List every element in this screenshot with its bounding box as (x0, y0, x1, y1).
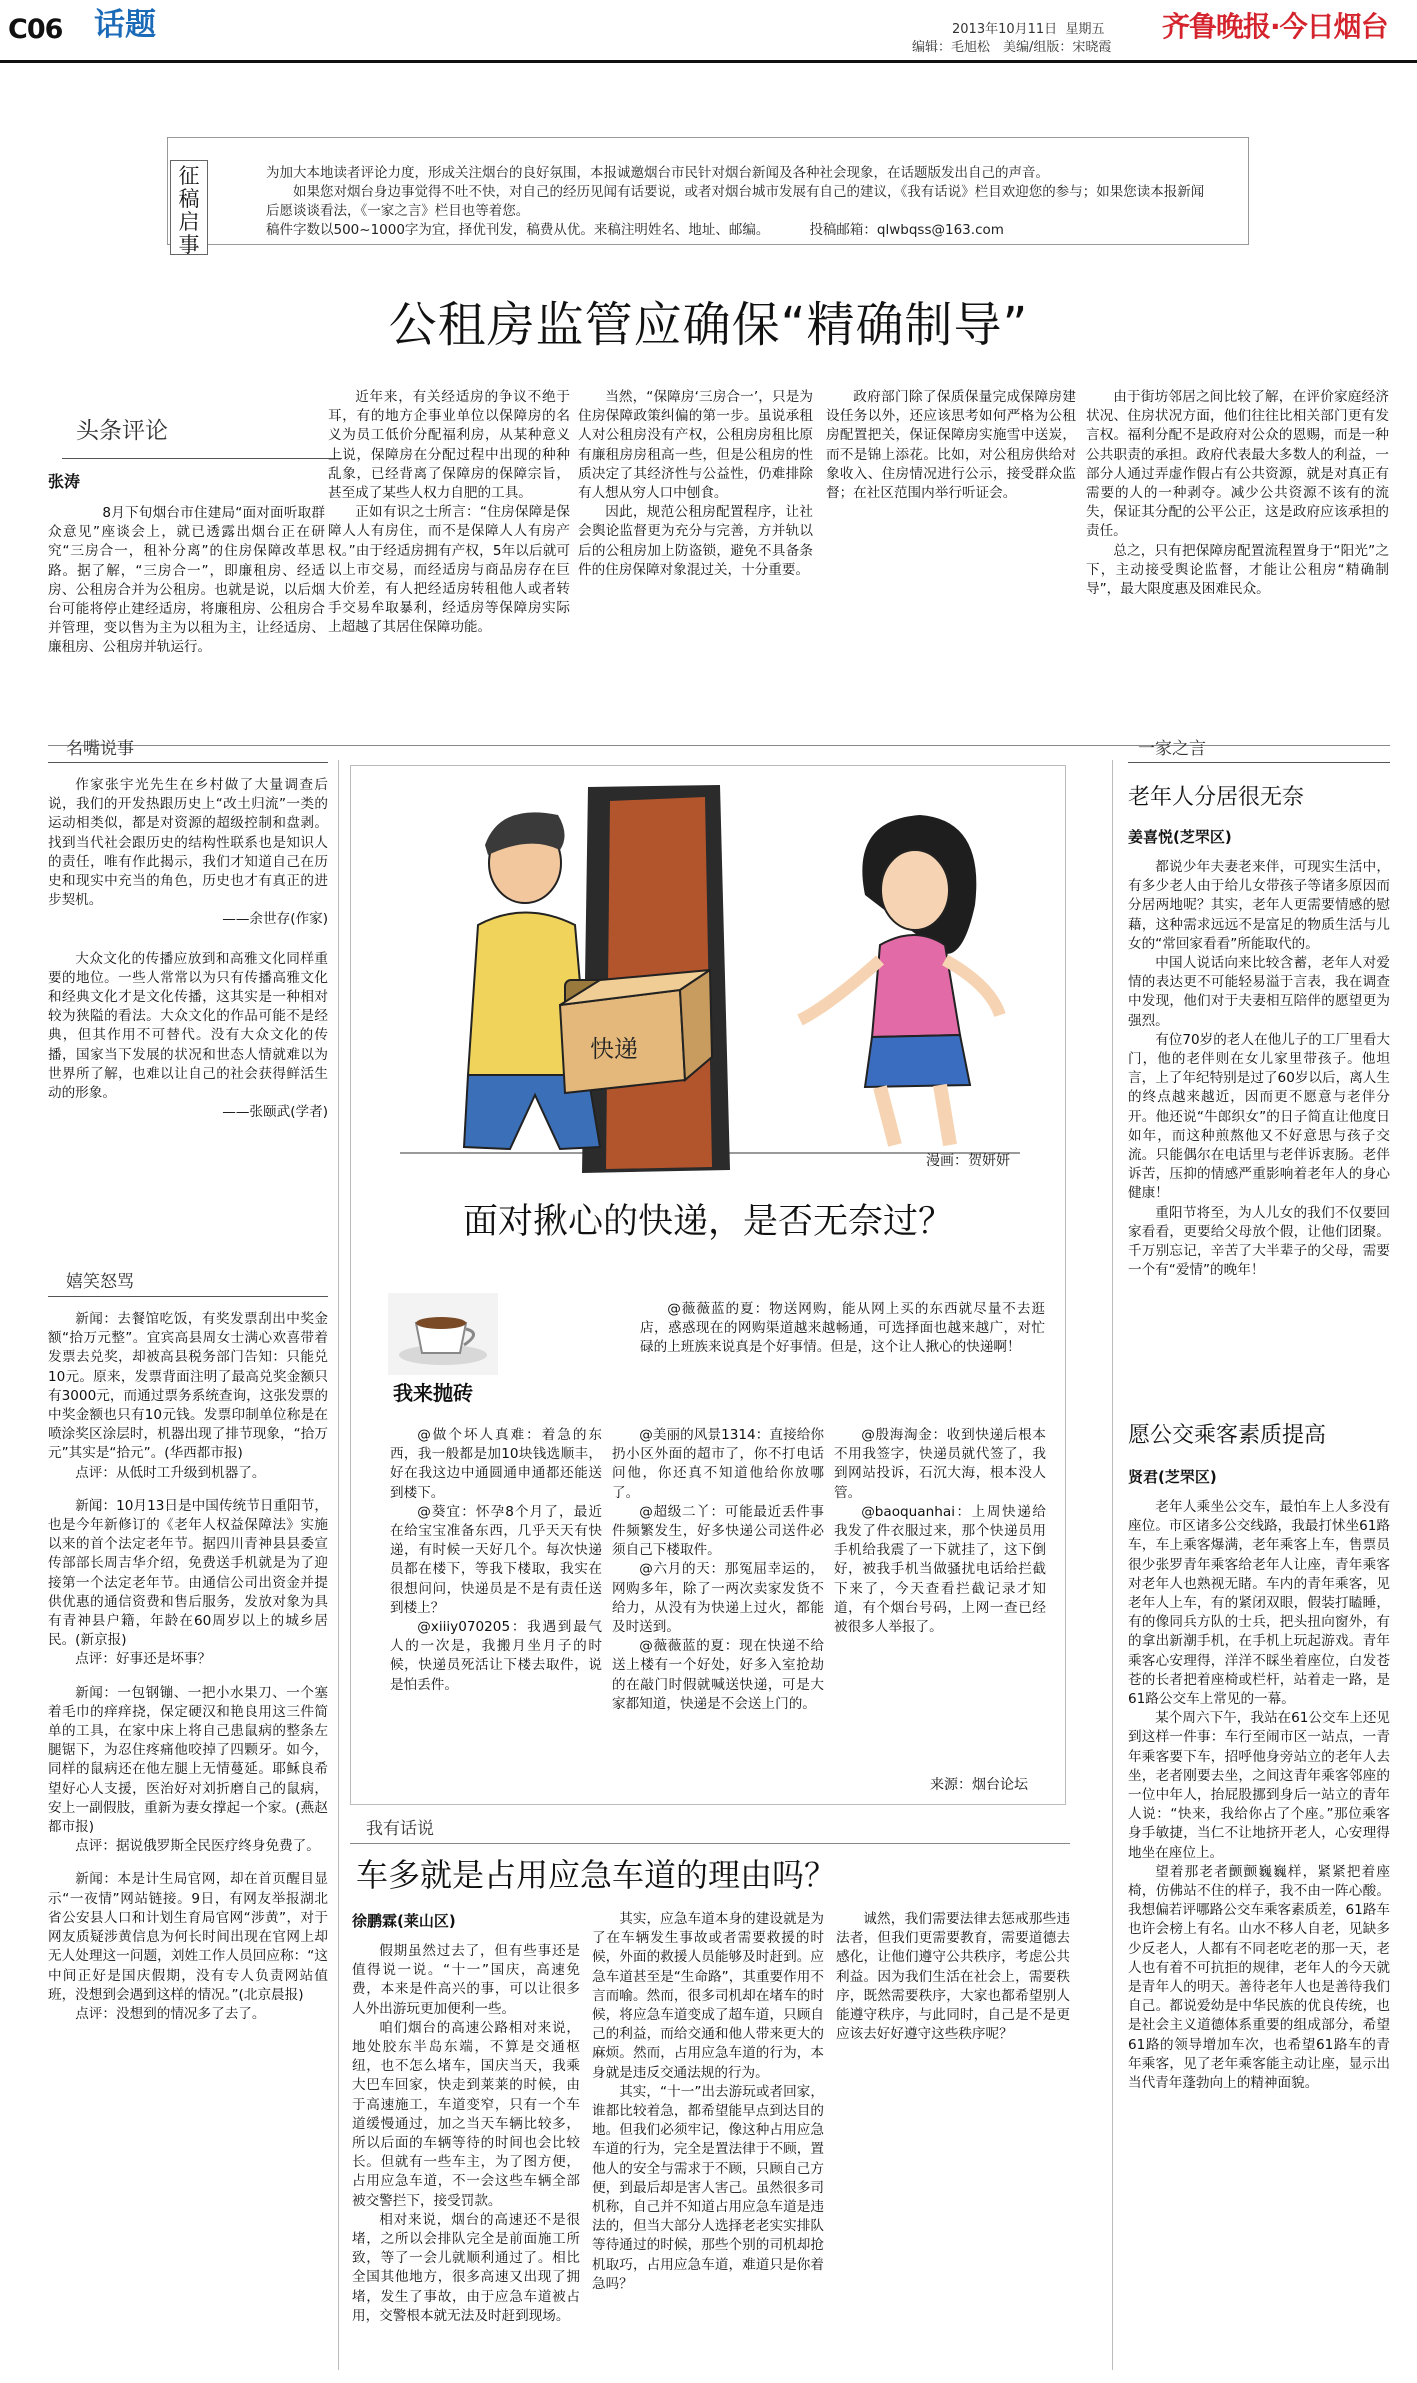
notice-line: 为加大本地读者评论力度，形成关注烟台的良好氛围，本报诚邀烟台市民针对烟台新闻及各种社会现象，在话题版发出自己的声音。 (266, 165, 1049, 181)
section-title: 话题 (94, 7, 156, 43)
express-headline: 面对揪心的快递，是否无奈过？ (462, 1202, 953, 1242)
bus-author: 贤君(芝罘区) (1128, 1468, 1217, 1486)
main-col-2 (328, 388, 570, 734)
cartoon-caption: 漫画：贺妍妍 (926, 1153, 1010, 1169)
column-divider (1112, 760, 1113, 2370)
car-col-3 (836, 1910, 1070, 2370)
main-col-1 (48, 504, 325, 734)
paragraph: 假期虽然过去了，但有些事还是值得说一说。“十一”国庆，高速免费，本来是件高兴的事，可以让很多人外出游玩更加便利一些。 (352, 1943, 580, 2017)
car-author: 徐鹏霖(莱山区) (352, 1912, 456, 1930)
elder-label-rule (1128, 762, 1390, 763)
paragraph: 8月下旬烟台市住建局“面对面听取群众意见”座谈会上，就已透露出烟台正在研究“三房合一，租补分离”的住房保障改革思路。据了解，“三房合一”，即廉租房、经适房、公租房合并为公租房。也就是说，以后烟台可能将停止建经适房，将廉租房、公租房合并管理，变以售为主为以租为主，让经适房、廉租房、公租房并轨运行。 (48, 505, 325, 656)
signature: ——张颐武(学者) (222, 1104, 328, 1121)
comment: @殷海淘金：收到快递后根本不用我签字，快递员就代签了，我到网站投诉，石沉大海，根本没人管。 (834, 1427, 1046, 1501)
bus-title: 愿公交乘客素质提高 (1128, 1423, 1327, 1448)
car-col-2 (592, 1910, 824, 2370)
paragraph: 因此，规范公租房配置程序，让社会舆论监督更为充分与完善，方并轨以后的公租房加上防盗锁，避免不具备条件的住房保障对象混过关，十分重要。 (578, 504, 813, 578)
famous-col (48, 776, 328, 1256)
paragraph: 当然，“保障房‘三房合一’，只是为住房保障政策纠偏的第一步。虽说承租人对公租房没有产权，公租房房租比原有廉租房房租高一些，但是公租房的性质决定了其经济性与公益性，仍难排除有人想从穷人口中刨食。 (578, 389, 813, 502)
notice-line: 稿件字数以500~1000字为宜，择优刊发，稿费从优。来稿注明姓名、地址、邮编。 投稿邮箱：qlwbqss@163.com (266, 222, 1004, 238)
paragraph: 由于街坊邻居之间比较了解，在评价家庭经济状况、住房状况方面，他们往往比相关部门更有发言权。福利分配不是政府对公众的恩赐，而是一种公共职责的承担。政府代表最大多数人的利益，一部分人通过弄虚作假占有公共资源，就是对真正有需要的人的一种剥夺。减少公共资源不该有的流失，保证其分配的公平公正，这是政府应该承担的责任。 (1086, 389, 1389, 540)
paragraph: 咱们烟台的高速公路相对来说，地处胶东半岛东端，不算是交通枢纽，也不怎么堵车，国庆当天，我乘大巴车回家，快走到莱莱的时候，由于高速施工，车道变窄，只有一个车道缓慢通过，加之当天车辆比较多，所以后面的车辆等待的时间也会比较长。但就有一些车主，为了图方便，占用应急车道，不一会这些车辆全部被交警拦下，接受罚款。 (352, 2019, 580, 2209)
paragraph: 有位70岁的老人在他儿子的工厂里看大门，他的老伴则在女儿家里带孩子。他坦言，上了年纪特别是过了60岁以后，离人生的终点越来越近，因而更不愿意与老伴分开。他还说“牛郎织女”的日子简直让他度日如年，而这种煎熬他又不好意思与孩子交流。只能偶尔在电话里与老伴诉衷肠。老伴诉苦，压抑的情感严重影响着老年人的身心健康！ (1128, 1031, 1390, 1202)
paragraph: 老年人乘坐公交车，最怕车上人多没有座位。市区诸多公交线路，我最打怵坐61路车，车上乘客爆满，老年乘客上车，售票员很少张罗青年乘客给老年人让座，青年乘客对老年人也熟视无睹。车内的青年乘客，见老年人上车，有的紧闭双眼，假装打瞌睡，有的像同兵方队的士兵，把头扭向窗外，有的拿出新潮手机，在手机上玩起游戏。青年乘客心安理得，洋洋不睬坐着座位，白发苍苍的长者把着座椅或栏杆，站着走一路，是61路公交车上常见的一幕。 (1128, 1499, 1390, 1708)
paragraph: 新闻：本是计生局官网，却在首页醒目显示“一夜情”网站链接。9日，有网友举报湖北省公安县人口和计划生育局官网“涉黄”，对于网友质疑涉黄信息为何长时间出现在官网上却无人处理这一问题，刘姓工作人员回应称：“这中间正好是国庆假期，没有专人负责网站值班，没想到会遇到这样的情况。”(北京晨报) (48, 1871, 328, 2003)
paragraph: 大众文化的传播应放到和高雅文化同样重要的地位。一些人常常以为只有传播高雅文化和经典文化才是文化传播，这其实是一种相对较为狭隘的看法。大众文化的作品可能不是经典，但其作用不可替代。没有大众文化的传播，国家当下发展的状况和世态人情就难以为世界所了解，也难以让自己的社会获得鲜活生动的形象。 (48, 950, 328, 1102)
paragraph: 新闻：10月13日是中国传统节日重阳节，也是今年新修订的《老年人权益保障法》实施以来的首个法定老年节。据四川青神县县委宣传部部长周吉华介绍，免费送手机就是为了迎接第一个法定老年节。由通信公司出资金并提供优惠的通信资费和售后服务，发放对象为具有青神县户籍，年龄在60周岁以上的城乡居民。(新京报) (48, 1497, 328, 1649)
express-col-1 (390, 1426, 602, 1796)
paragraph: 正如有识之士所言：“住房保障是保障人人有房住，而不是保障人人有房产权。”由于经适房拥有产权，5年以后就可以上市交易，而经适房与商品房存在巨大价差，有人把经适房转租他人或者转手交易牟取暴利，经适房等保障房实际上超越了其居住保障功能。 (328, 504, 570, 636)
comment: 点评：据说俄罗斯全民医疗终身免费了。 (75, 1838, 320, 1855)
express-col-2 (612, 1426, 824, 1796)
brick-label: 我来抛砖 (393, 1381, 473, 1405)
comment: @xiiiy070205：我遇到最气人的一次是，我搬月坐月子的时候，快递员死活让下楼去取件，说是怕丢件。 (390, 1619, 602, 1693)
elder-label: 一家之言 (1138, 739, 1206, 759)
express-intro (640, 1300, 1045, 1396)
comment: @超级二丫：可能最近丢件事件频繁发生，好多快递公司送件必须自己下楼取件。 (612, 1503, 824, 1559)
paragraph: 中国人说话向来比较含蓄，老年人对爱情的表达更不可能轻易溢于言表，我在调查中发现，他们对于夫妻相互陪伴的愿望更为强烈。 (1128, 955, 1390, 1029)
column-divider (338, 760, 339, 2370)
main-col-4 (826, 388, 1076, 734)
elder-author: 姜喜悦(芝罘区) (1128, 828, 1232, 846)
notice-label: 征稿启事 (170, 160, 208, 255)
paragraph: 总之，只有把保障房配置流程置身于“阳光”之下，主动接受舆论监督，才能让公租房“精确制导”，最大限度惠及困难民众。 (1086, 542, 1389, 598)
header-date: 2013年10月11日 星期五 (952, 22, 1105, 37)
main-col-3 (578, 388, 813, 734)
comment: @葵宜：怀孕8个月了，最近在给宝宝准备东西，几乎天天有快递，有时候一天好几个。每次快递员都在楼下，等我下楼取，我实在很想问问，快递员是不是有责任送到楼上？ (390, 1503, 602, 1616)
laugh-label-rule (48, 1296, 328, 1297)
paragraph: 都说少年夫妻老来伴，可现实生活中，有多少老人由于给儿女带孩子等诸多原因而分居两地呢？其实，老年人更需要情感的慰藉，这种需求远远不是富足的物质生活与儿女的“常回家看看”所能取代的。 (1128, 859, 1390, 952)
car-col-1 (352, 1942, 580, 2370)
paragraph: 其实，应急车道本身的建设就是为了在车辆发生事故或者需要救援的时候，外面的救援人员能够及时赶到。应急车道甚至是“生命路”，其重要作用不言而喻。然而，很多司机却在堵车的时候，将应急车道变成了超车道，只顾自己的利益，而给交通和他人带来更大的麻烦。然而，占用应急车道的行为，本身就是违反交通法规的行为。 (592, 1911, 824, 2081)
comment: @美丽的风景1314：直接给你扔小区外面的超市了，你不打电话问他，你还真不知道他给你放哪了。 (612, 1427, 824, 1501)
famous-label: 名嘴说事 (66, 739, 134, 759)
paragraph: 某个周六下午，我站在61公交车上还见到这样一件事：车行至闹市区一站点，一青年乘客要下车，招呼他身旁站立的老年人去坐，老者刚要去坐，之间这青年乘客邻座的一位中年人，抬屁股挪到身后一站立的青年人说：“快来，我给你占了个座。”那位乘客身手敏捷，当仁不让地挤开老人，心安理得地坐在座位上。 (1128, 1710, 1390, 1861)
paragraph: 相对来说，烟台的高速还不是很堵，之所以会排队完全是前面施工所致，等了一会儿就顺利通过了。相比全国其他地方，很多高速又出现了拥堵，发生了事故，由于应急车道被占用，交警根本就无法及时赶到现场。 (352, 2211, 580, 2324)
bus-col (1128, 1498, 1390, 2370)
elder-title: 老年人分居很无奈 (1128, 785, 1305, 810)
comment: @六月的天：那冤屈幸运的，网购多年，除了一两次卖家发货不给力，从没有为快递上过火，都能及时送到。 (612, 1561, 824, 1636)
lead-author: 张涛 (48, 472, 81, 491)
notice-text (266, 164, 1216, 240)
elder-col (1128, 858, 1390, 1413)
car-label: 我有话说 (366, 1819, 434, 1839)
paragraph: 重阳节将至，为人儿女的我们不仅要回家看看，更要给父母放个假，让他们团聚。千万别忘记，辛苦了大半辈子的父母，需要一个有“爱情”的晚年！ (1128, 1204, 1390, 1279)
coffee-cup-icon (388, 1293, 498, 1375)
signature: ——余世存(作家) (222, 911, 328, 928)
header-rule (0, 60, 1417, 63)
paragraph: 作家张宇光先生在乡村做了大量调查后说，我们的开发热跟历史上“改土归流”一类的运动相类似，都是对资源的超级控制和盘剥。找到当代社会跟历史的结构性联系也是知识人的责任，唯有作此揭示，我们才知道自己在历史和现实中充当的角色，历史也才有真正的进步契机。 (48, 777, 328, 909)
comment: 点评：没想到的情况多了去了。 (75, 2005, 266, 2022)
comment: @做个坏人真难：着急的东西，我一般都是加10块钱选顺丰，好在我这边中通圆通申通都还能送到楼下。 (390, 1427, 602, 1501)
express-col-3 (834, 1426, 1046, 1771)
comment: 点评：好事还是坏事？ (75, 1651, 212, 1668)
comment: @baoquanhai：上周快递给我发了件衣服过来，那个快递员用手机给我震了一下就挂了，这下倒好，被我手机当做骚扰电话给拦截下来了，今天查看拦截记录才知道，有个烟台号码，上网一查已经被很多人举报了。 (834, 1503, 1046, 1636)
paragraph: @薇薇蓝的夏：物送网购，能从网上买的东西就尽量不去逛店，惑惑现在的网购渠道越来越畅通，可选择面也越来越广，对忙碌的上班族来说真是个好事情。但是，这个让人揪心的快递啊！ (640, 1301, 1045, 1356)
paragraph: 政府部门除了保质保量完成保障房建设任务以外，还应该思考如何严格为公租房配置把关，保证保障房实施雪中送炭，而不是锦上添花。比如，对公租房供给对象收入、住房情况进行公示，接受群众监督；在社区范围内举行听证会。 (826, 389, 1076, 502)
express-source: 来源：烟台论坛 (930, 1777, 1028, 1793)
paragraph: 望着那老者颤颤巍巍样，紧紧把着座椅，仿佛站不住的样子，我不由一阵心酸。我想偏若评哪路公交车乘客素质差，61路车也许会榜上有名。山水不移人自老，见缺多少反老人，人都有不同老吃老的那一天，老人也有着不可抗拒的规律，老年人的今天就是青年人的明天。善待老年人也是善待我们自己。都说爱幼是中华民族的优良传统，也是社会主义道德体系重要的组成部分，希望61路的领导增加车次，也希望61路车的青年乘客，见了老年乘客能主动让座，显示出当代青年蓬勃向上的精神面貌。 (1128, 1863, 1390, 2092)
header-editor: 编辑：毛旭松 美编/组版：宋晓霞 (912, 40, 1112, 55)
car-headline: 车多就是占用应急车道的理由吗？ (356, 1856, 837, 1894)
comment: @薇薇蓝的夏：现在快递不给送上楼有一个好处，好多入室抢劫的在敲门时假就喊送快递，可是大家都知道，快递是不会送上门的。 (612, 1638, 824, 1712)
car-label-rule (350, 1843, 1070, 1844)
cartoon (360, 775, 1056, 1180)
notice-line: 如果您对烟台身边事觉得不吐不快，对自己的经历见闻有话要说，或者对烟台城市发展有自己的建议，《我有话说》栏目欢迎您的参与；如果您读本报新闻后愿谈谈看法，《一家之言》栏目也等着您。 (266, 184, 1205, 219)
laugh-col (48, 1310, 328, 2370)
brand-logo: 齐鲁晚报·今日烟台 (1162, 10, 1388, 43)
lead-label-rule (62, 458, 342, 459)
lead-label: 头条评论 (76, 418, 168, 444)
paragraph: 新闻：去餐馆吃饭，有奖发票刮出中奖金额“拾万元整”。宜宾高县周女士满心欢喜带着发票去兑奖，却被高县税务部门告知：只能兑10元。原来，发票背面注明了最高兑奖金额只有3000元，而通过票务系统查询，这张发票的中奖金额也只有10元钱。发票印制单位称是在喷涂奖区涂层时，机器出现了排节现象，“拾万元”其实是“拾元”。(华西都市报) (48, 1311, 328, 1462)
paragraph: 诚然，我们需要法律去惩戒那些违法者，但我们更需要教育，需要道德去感化，让他们遵守公共秩序，考虑公共利益。因为我们生活在社会上，需要秩序，既然需要秩序，大家也都希望别人能遵守秩序，与此同时，自己是不是更应该去好好遵守这些秩序呢？ (836, 1911, 1070, 2043)
famous-label-rule (48, 762, 328, 763)
main-headline: 公租房监管应确保“精确制导” (388, 297, 1029, 353)
paragraph: 近年来，有关经适房的争议不绝于耳，有的地方企事业单位以保障房的名义为员工低价分配福利房，从某种意义上说，保障房在分配过程中出现的种种乱象，已经背离了保障房的保障宗旨，甚至成了某些人权力自肥的工具。 (328, 389, 570, 502)
parcel-label: 快递 (590, 1035, 638, 1063)
paragraph: 新闻：一包钢镚、一把小水果刀、一个塞着毛巾的痒痒挠，保定硬汉和艳良用这三件简单的工具，在家中床上将自己患鼠病的整条左腿锯下，为忍住疼痛他咬掉了四颗牙。如今，同样的鼠病还在他左腿上无情蔓延。耶稣良希望好心人支援，医治好对刘折磨自己的鼠病，安上一副假肢，重新为妻女撑起一个家。(燕赵都市报) (48, 1684, 328, 1836)
laugh-label: 嬉笑怒骂 (66, 1272, 134, 1292)
paragraph: 其实，“十一”出去游玩或者回家，谁都比较着急，都希望能早点到达目的地。但我们必须牢记，像这种占用应急车道的行为，完全是置法律于不顾，置他人的安全与需求于不顾，只顾自己方便，到最后却是害人害己。虽然很多司机称，自己并不知道占用应急车道是违法的，但当大部分人选择老老实实排队等待通过的时候，那些个别的司机却抢机取巧，占用应急车道，难道只是你着急吗？ (592, 2083, 824, 2292)
main-col-5 (1086, 388, 1389, 734)
page-number: C06 (8, 14, 63, 45)
comment: 点评：从低时工升级到机器了。 (75, 1464, 266, 1481)
